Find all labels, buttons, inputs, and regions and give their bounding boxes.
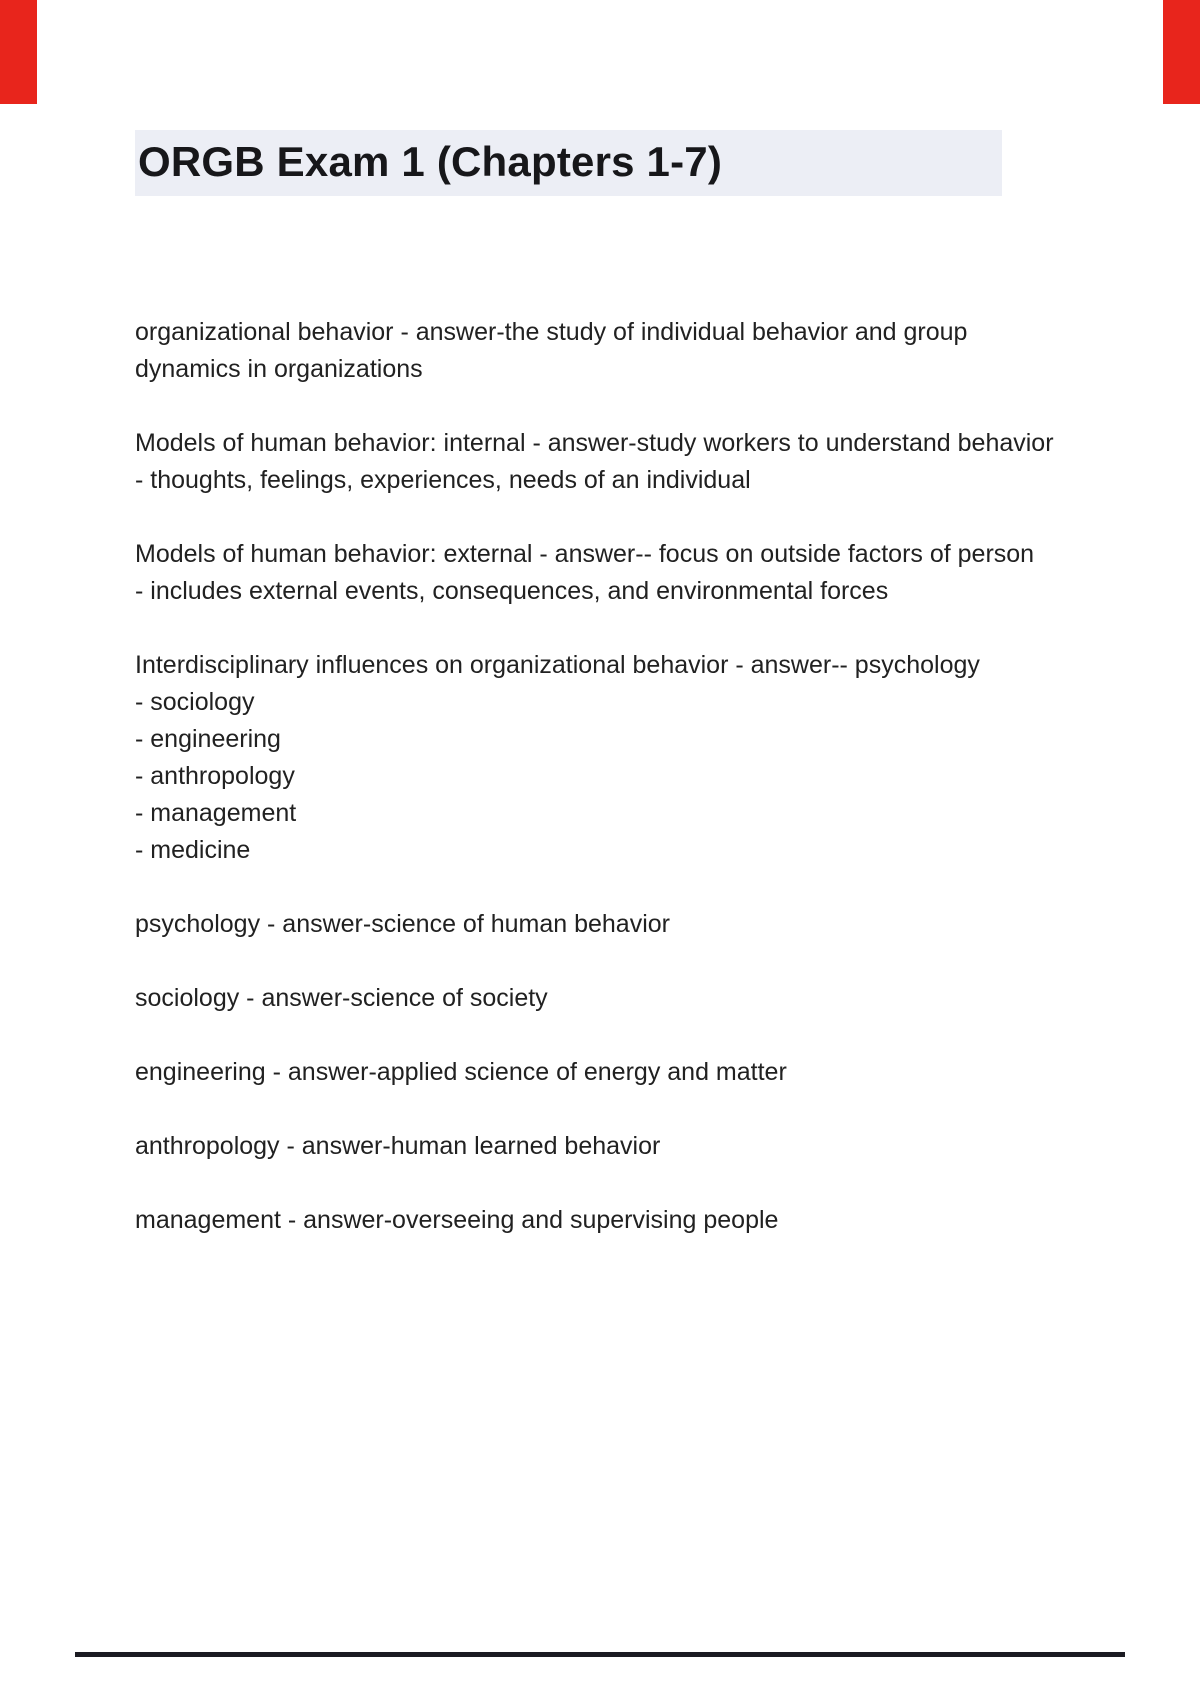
text-line: management - answer-overseeing and supervising people: [135, 1206, 779, 1234]
text-line: psychology - answer-science of human behavior: [135, 910, 670, 938]
text-line: Interdisciplinary influences on organizational behavior - answer-- psychology: [135, 651, 980, 679]
page-edge-marker-left: [0, 0, 37, 104]
text-line: - thoughts, feelings, experiences, needs of an individual: [135, 466, 751, 494]
page-title: ORGB Exam 1 (Chapters 1-7): [135, 130, 1002, 196]
paragraph: [135, 425, 1065, 499]
page-edge-marker-right: [1163, 0, 1200, 104]
text-line: - management: [135, 799, 297, 827]
footer-divider-rule: [75, 1652, 1125, 1657]
text-line: engineering - answer-applied science of energy and matter: [135, 1058, 787, 1086]
paragraph: [135, 314, 1065, 388]
text-line: Models of human behavior: internal - answer-study workers to understand behavior: [135, 429, 1054, 457]
text-line: sociology - answer-science of society: [135, 984, 548, 1012]
paragraph: [135, 1054, 1065, 1091]
paragraph: [135, 906, 1065, 943]
paragraph: [135, 536, 1065, 610]
text-line: anthropology - answer-human learned behavior: [135, 1132, 661, 1160]
paragraph: [135, 1128, 1065, 1165]
text-line: Models of human behavior: external - answer-- focus on outside factors of person: [135, 540, 1035, 568]
document-body: [135, 130, 1065, 1276]
text-line: - anthropology: [135, 762, 295, 790]
text-line: - engineering: [135, 725, 281, 753]
text-line: - sociology: [135, 688, 255, 716]
paragraph: [135, 647, 1065, 869]
text-line: - includes external events, consequences, and environmental forces: [135, 577, 889, 605]
paragraph: [135, 1202, 1065, 1239]
text-line: - medicine: [135, 836, 251, 864]
paragraph: [135, 980, 1065, 1017]
text-line: organizational behavior - answer-the study of individual behavior and group dynamics in organizations: [135, 318, 968, 383]
